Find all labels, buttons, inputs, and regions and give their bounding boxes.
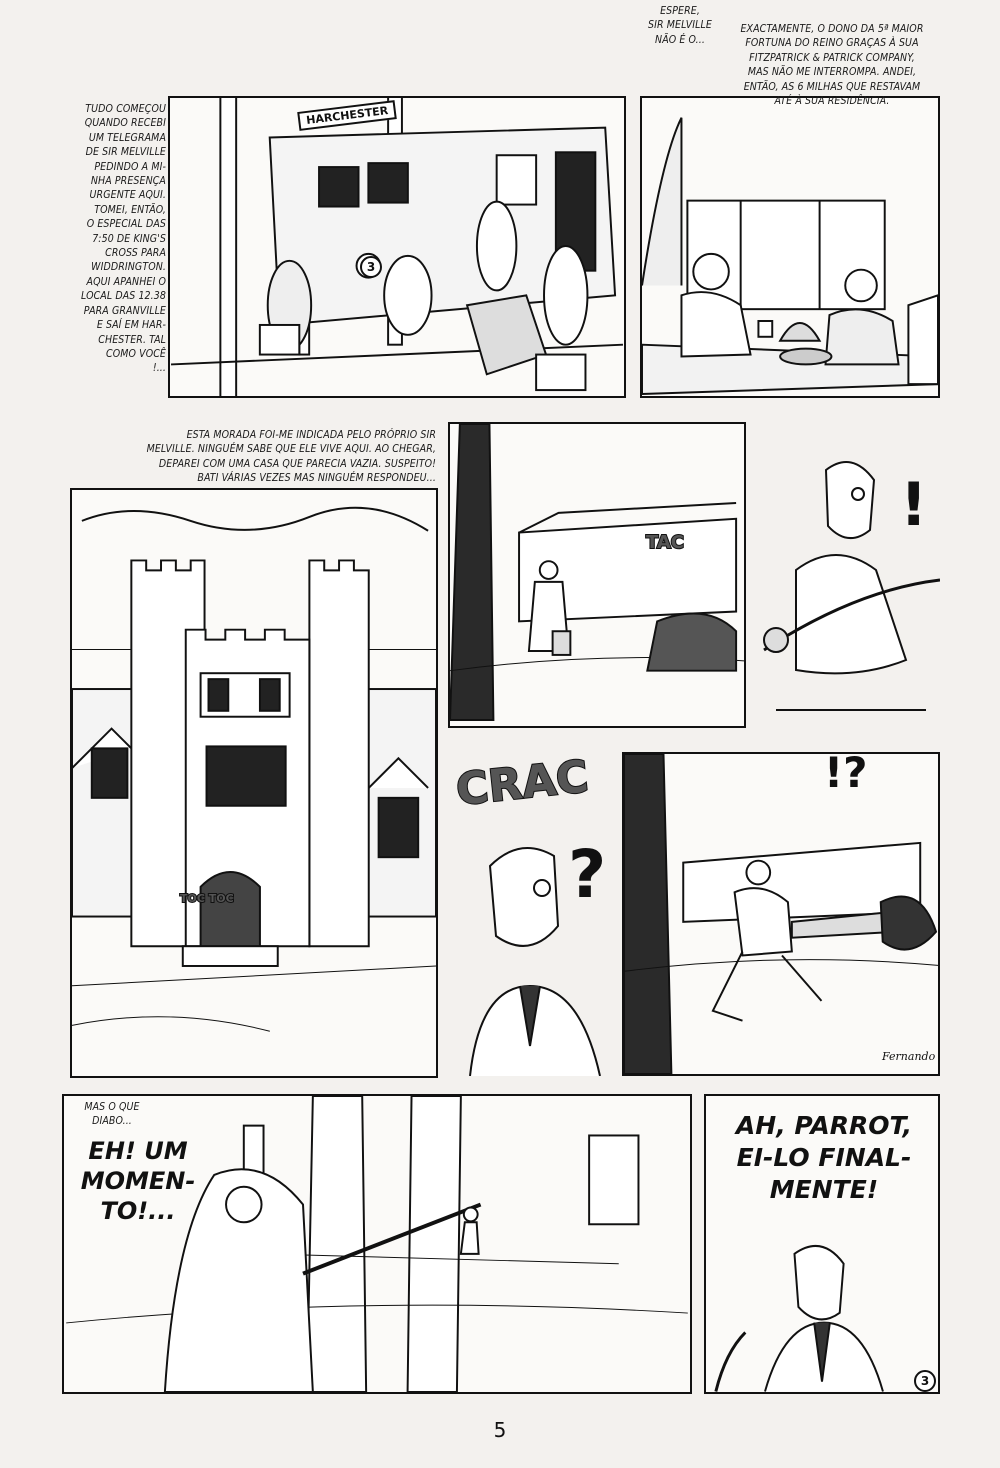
knock-sound-effect: TOC TOC [180,892,234,905]
interrobang-mark: !? [824,752,868,797]
panel-train-station [168,96,626,398]
bubble-ah-parrot: AH, PARROT, EI-LO FINAL- MENTE! [735,1111,913,1204]
tac-sound-effect: TAC [646,532,685,553]
fleeing-figure-illustration [624,754,938,1074]
artist-signature: Fernando [882,1050,936,1063]
panel-shout-trees [62,1094,692,1394]
caption-mas-diabo: MAS O QUE DIABO... [84,1101,140,1128]
carriage-number-badge: 3 [360,256,382,278]
plate-number-badge: 3 [914,1370,936,1392]
question-mark: ? [568,836,607,913]
panel-fleeing-figure [622,752,940,1076]
train-station-illustration [170,98,624,396]
station-sign: HARCHESTER [297,100,397,131]
bubble-exactamente: EXACTAMENTE, O DONO DA 5ª MAIOR FORTUNA DO REINO GRAÇAS À SUA FITZPATRICK & PATRICK COMPANY, MAS NÃO ME INTERROMPA. ANDEI, ENTÃO, AS 6 MILHAS QUE RESTAVAM ATÉ À SUA RESIDÊNCIA. [740,23,924,108]
crac-sound-effect: CRAC [453,751,591,816]
shout-bubble-um-momento: EH! UM MOMEN- TO!... [80,1137,196,1225]
manor-house-illustration [72,490,436,1076]
caption-train-story: TUDO COMEÇOU QUANDO RECEBI UM TELEGRAMA DE SIR MELVILLE PEDINDO A MI- NHA PRESENÇA URGENTE AQUI. TOMEI, ENTÃO, O ESPECIAL DAS 7:50 DE KING'S CROSS PARA WIDDRINGTON. AQUI APANHEI O LOCAL DAS 12.38 PARA GRANVILLE E SAÍ EM HAR- CHESTER. TAL COMO VOCÊ !... [81,103,166,375]
page-number: 5 [493,1418,507,1442]
garden-walk-illustration [450,424,744,726]
panel-garden-walk [448,422,746,728]
bubble-espere: ESPERE, SIR MELVILLE NÃO É O... [648,5,712,46]
table-scene-illustration [642,98,938,396]
panel-surprise-open [756,430,940,730]
panel-parrot-arrives [704,1094,940,1394]
panel-conversation-table [640,96,940,398]
panel-manor-house [70,488,438,1078]
caption-morada: ESTA MORADA FOI-ME INDICADA PELO PRÓPRIO SIR MELVILLE. NINGUÉM SABE QUE ELE VIVE AQUI. AO CHEGAR, DEPAREI COM UMA CASA QUE PARECIA VAZIA. SUSPEITO! BATI VÁRIAS VEZES MAS NINGUÉM RESPONDEU... [146,429,436,485]
exclamation-mark: ! [900,470,928,540]
panel-reaction-open [450,746,616,1076]
